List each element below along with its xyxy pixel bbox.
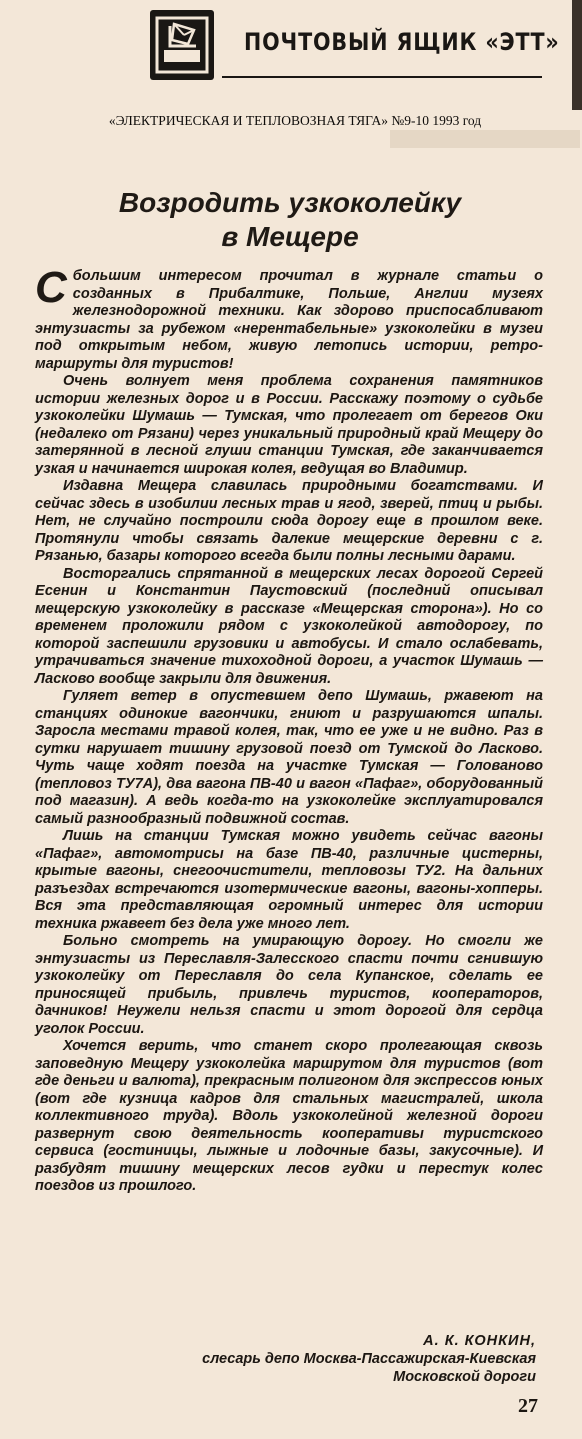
paragraph-6: Лишь на станции Тумская можно увидеть сейчас вагоны «Пафаг», автомотрисы на базе ПВ-40, различные цистерны, крытые вагоны, снегоочистители, тепловозы ТУ2. На дальних разъездах встречаются изотермические вагоны, вагоны-хопперы. Вся эта представляющая огромный интерес для истории техника ржавеет без дела уже много лет. — [35, 828, 543, 932]
paragraph-4: Восторгались спрятанной в мещерских лесах дорогой Сергей Есенин и Константин Паустовский (последний описывал мещерскую узкоколейку в рассказе «Мещерская сторона»). Но со временем проложили рядом с узкоколейкой автодорогу, по которой заспешили грузовики и автобусы. И стало ослабевать, утрачиваться значение тихоходной дороги, а участок Шумашь — Ласково вообще закрыли для движения. — [35, 565, 543, 687]
page-number: 27 — [518, 1395, 538, 1417]
paragraph-2: Очень волнует меня проблема сохранения памятников истории железных дорог и в России. Расскажу поэтому о судьбе узкоколейки Шумашь — Тумская, что пролегает от берегов Оки (недалеко от Рязани) через уникальный природный край Мещеру до затерянной в лесной глуши станции Тумская, где заканчивается узкая и начинается широкая колея, ведущая во Владимир. — [35, 373, 543, 477]
paragraph-1-text: большим интересом прочитал в журнале статьи о созданных в Прибалтике, Польше, Англии музеях железнодорожной техники. Как здорово приспосабливают энтузиасты за рубежом «нерентабельные» узкоколейки в музеи под открытым небом, живую летопись истории, ретро-маршруты для туристов! — [35, 268, 543, 372]
article-title-line-1: Возродить узкоколейку — [118, 187, 462, 218]
article-title-line-2: в Мещере — [221, 221, 359, 252]
author-signature — [76, 1332, 536, 1386]
author-name: А. К. КОНКИН, — [423, 1333, 536, 1349]
page-edge-bar — [572, 0, 582, 110]
paragraph-5: Гуляет ветер в опустевшем депо Шумашь, ржавеют на станциях одинокие вагончики, гниют и разрушаются шпалы. Заросла местами травой колея, так, что ее уже и не видно. Раз в сутки нарушает тишину грузовой поезд от Тумской до Ласково. Чуть чаще ходят поезда на участке Тумская — Голованово (тепловоз ТУ7А), два вагона ПВ-40 и вагон «Пафаг», оборудованный под магазин). А ведь когда-то на узкоколейке эксплуатировался самый разнообразный подвижной состав. — [35, 688, 543, 827]
paragraph-8: Хочется верить, что станет скоро пролегающая сквозь заповедную Мещеру узкоколейка маршрутом для туристов (вот где деньги и валюта), прекрасным полигоном для экспрессов юных (вот где кузница кадров для стальных магистралей, школа коллективного труда). Вдоль узкоколейной железной дороги развернут свою деятельность кооперативы туристского сервиса (гостиницы, лыжные и лодочные базы, закусочные). И разбудят тишину мещерских лесов гудки и перестук колес поездов из прошлого. — [35, 1038, 543, 1194]
paragraph-7: Больно смотреть на умирающую дорогу. Но смогли же энтузиасты из Переславля-Залесского спасти почти сгнившую узкоколейку от Переславля до села Купанское, сделать ее приносящей прибыль, привлечь туристов, кооператоров, дачников! Неужели нельзя спасти и этот дорогой для сердца уголок России. — [35, 933, 543, 1037]
mailbox-logo-icon — [150, 10, 214, 80]
author-road: Московской дороги — [393, 1369, 536, 1385]
journal-source-line: «ЭЛЕКТРИЧЕСКАЯ И ТЕПЛОВОЗНАЯ ТЯГА» №9-10 1993 год — [108, 113, 482, 128]
author-position: слесарь депо Москва-Пассажирская-Киевская — [202, 1351, 536, 1367]
paragraph-1 — [35, 263, 543, 373]
article-title — [40, 186, 540, 254]
bleed-through-strip — [390, 130, 580, 148]
section-rubric: ПОЧТОВЫЙ ЯЩИК «ЭТТ» — [244, 28, 560, 56]
paragraph-3: Издавна Мещера славилась природными богатствами. И сейчас здесь в изобилии лесных трав и ягод, зверей, птиц и рыбы. Нет, не случайно построили сюда дорогу еще в прошлом веке. Протянули чтобы связать далекие мещерские деревни с г. Рязанью, базары которого всегда были полны лесными дарами. — [35, 478, 543, 564]
rubric-underline — [222, 76, 542, 78]
drop-cap: С — [35, 263, 67, 312]
article-body — [35, 263, 543, 1196]
